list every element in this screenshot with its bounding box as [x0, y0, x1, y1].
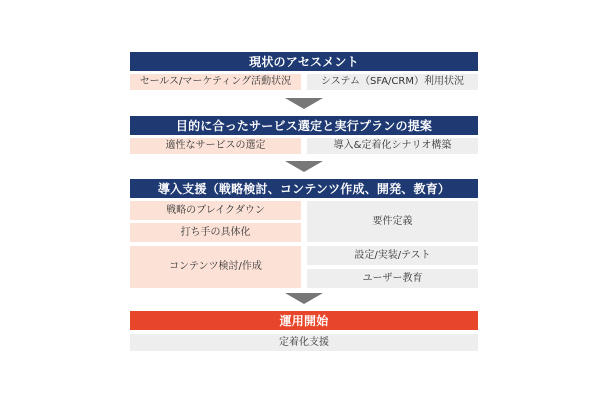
box-user-education: ユーザー教育	[307, 269, 478, 288]
box-service-selection: 適性なサービスの選定	[130, 138, 301, 154]
down-arrow-icon	[285, 293, 323, 304]
section-header-assessment: 現状のアセスメント	[130, 52, 478, 71]
box-sales-marketing-status: セールス/マーケティング活動状況	[130, 74, 301, 90]
down-arrow-icon	[285, 98, 323, 109]
down-arrow-icon	[285, 161, 323, 172]
box-content-planning: コンテンツ検討/作成	[130, 246, 301, 288]
box-config-implementation-test: 設定/実装/テスト	[307, 246, 478, 265]
box-system-usage-status: システム（SFA/CRM）利用状況	[307, 74, 478, 90]
box-adoption-support: 定着化支援	[130, 334, 478, 351]
box-strategy-breakdown: 戦略のブレイクダウン	[130, 201, 301, 220]
box-adoption-scenario: 導入&定着化シナリオ構築	[307, 138, 478, 154]
section-header-implementation-support: 導入支援（戦略検討、コンテンツ作成、開発、教育）	[130, 179, 478, 198]
box-requirements-definition: 要件定義	[307, 201, 478, 242]
section-header-proposal: 目的に合ったサービス選定と実行プランの提案	[130, 116, 478, 135]
section-header-operation-start: 運用開始	[130, 311, 478, 330]
box-tactics-concretization: 打ち手の具体化	[130, 223, 301, 242]
